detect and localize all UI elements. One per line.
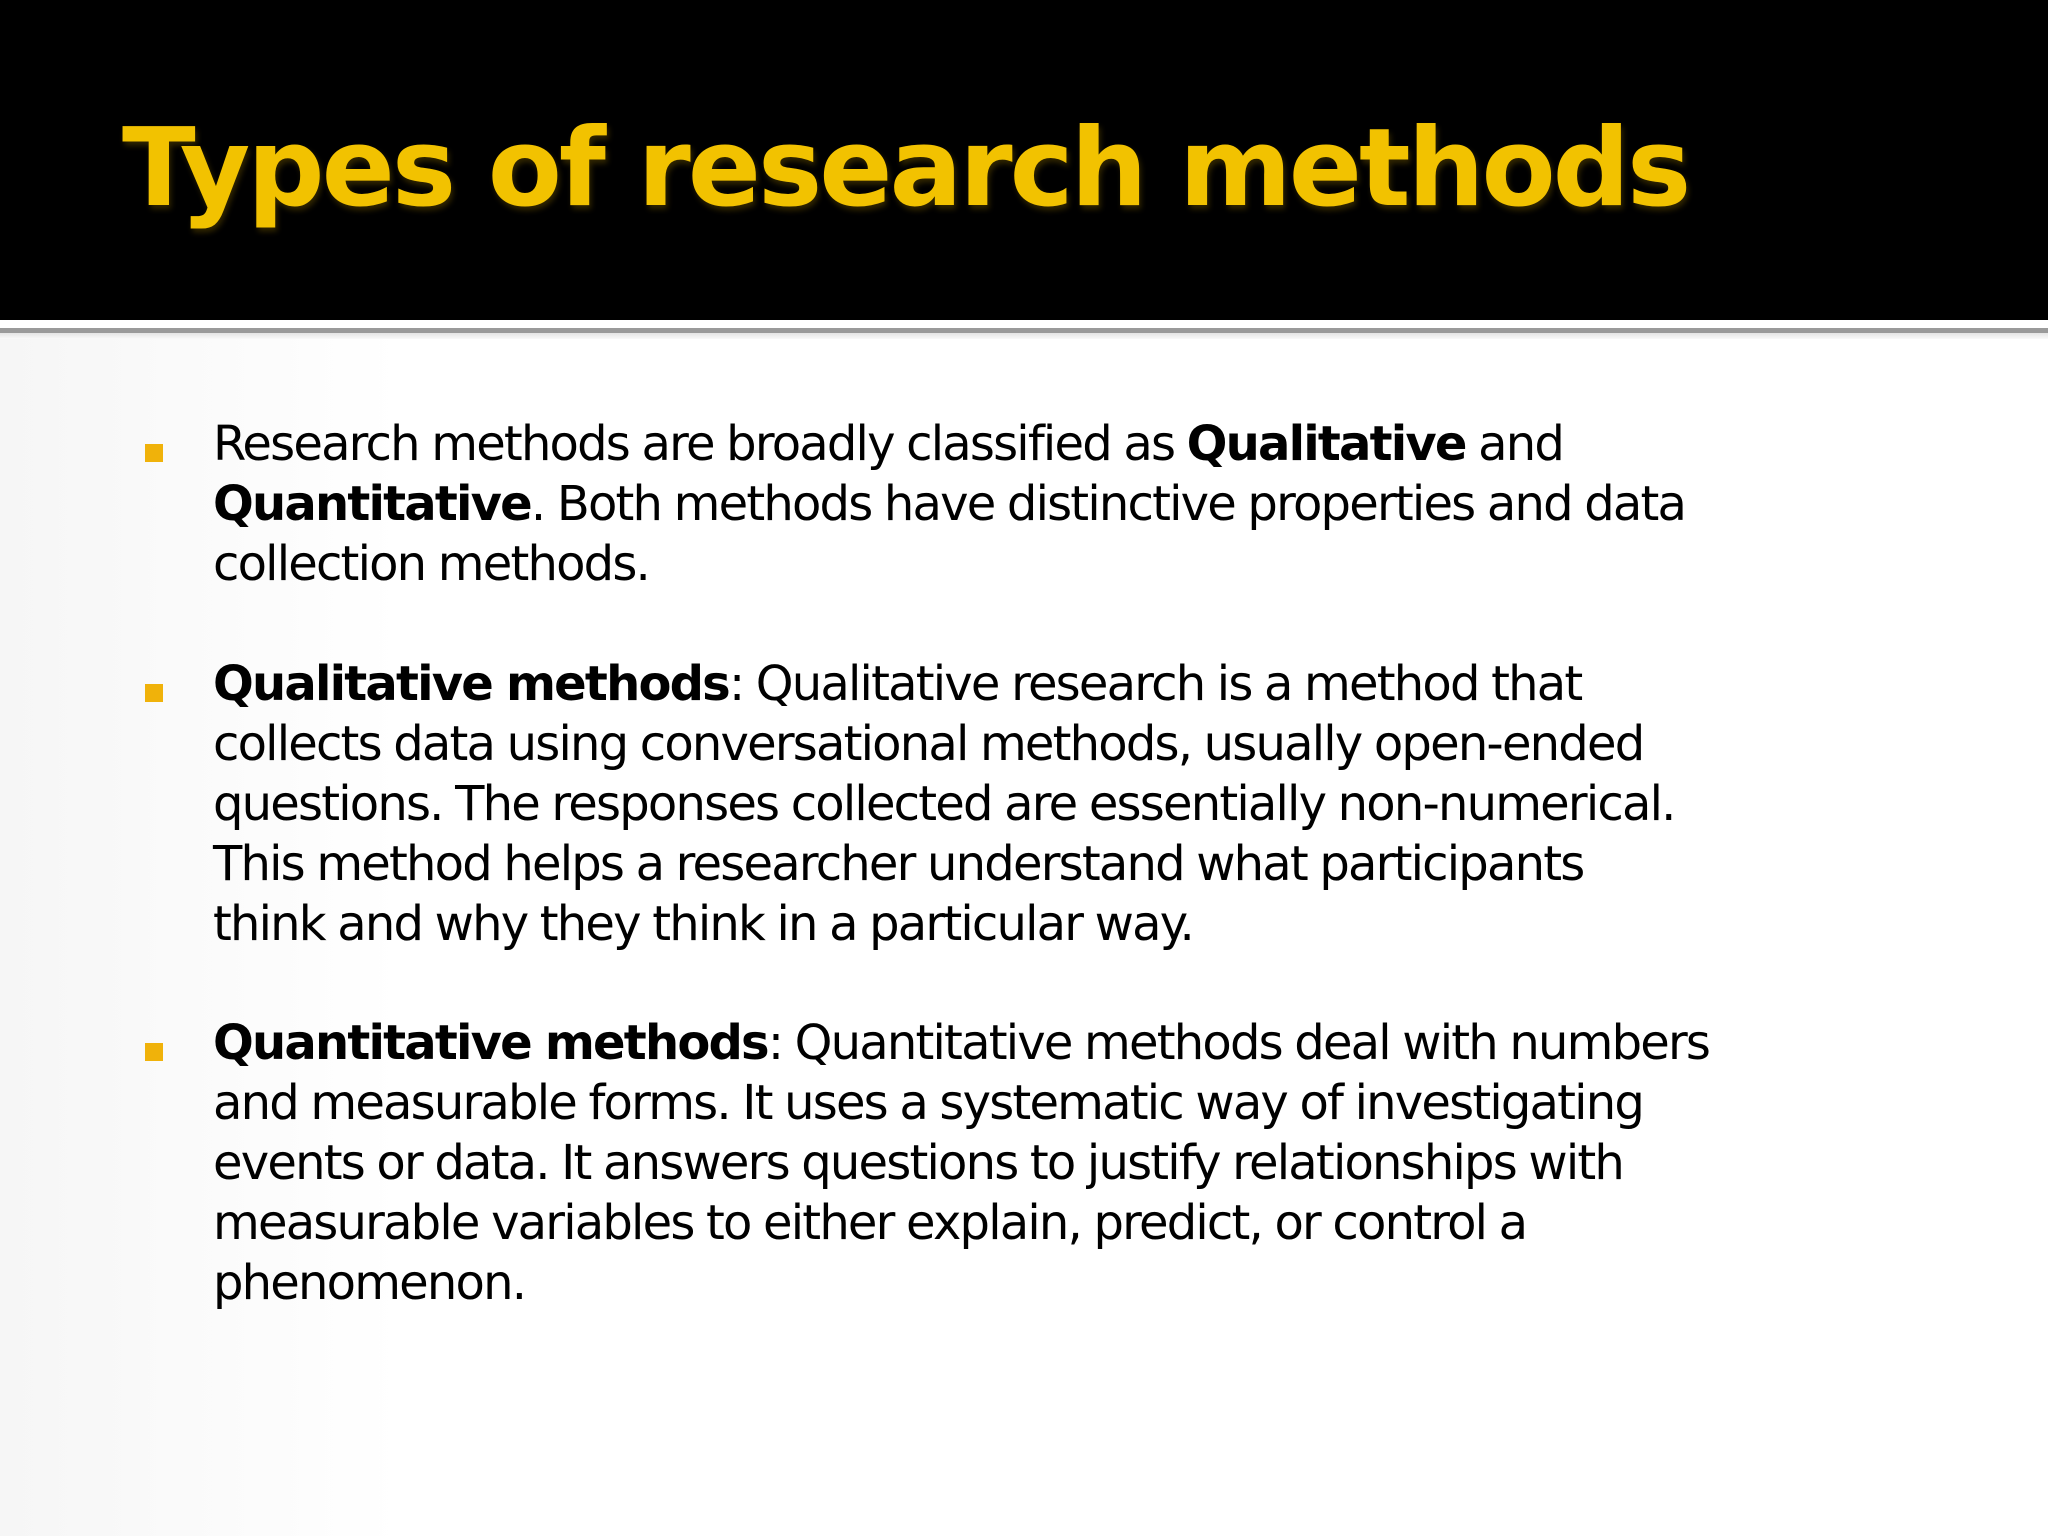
bullet-text-qualitative <box>213 654 1913 954</box>
text-run: questions. The responses collected are essentially non-numerical. <box>213 776 1675 832</box>
bold-term: Qualitative <box>1186 416 1466 472</box>
text-run: collection methods. <box>213 536 649 592</box>
text-run: This method helps a researcher understand what participants <box>213 836 1584 892</box>
bold-term: Quantitative methods <box>213 1015 768 1071</box>
text-line <box>213 1133 1913 1193</box>
text-run: events or data. It answers questions to justify relationships with <box>213 1135 1624 1191</box>
bold-term: Qualitative methods <box>213 656 729 712</box>
text-line <box>213 654 1913 714</box>
text-line <box>213 534 1913 594</box>
bullet-text-overview <box>213 414 1913 594</box>
text-line <box>213 714 1913 774</box>
text-run: measurable variables to either explain, predict, or control a <box>213 1195 1527 1251</box>
square-bullet-icon <box>145 1043 163 1061</box>
text-run: : Quantitative methods deal with numbers <box>767 1015 1710 1071</box>
text-run: think and why they think in a particular way. <box>213 896 1193 952</box>
text-line <box>213 1253 1913 1313</box>
text-line <box>213 1013 1913 1073</box>
text-line <box>213 474 1913 534</box>
text-run: and <box>1465 416 1564 472</box>
text-run: collects data using conversational methods, usually open-ended <box>213 716 1644 772</box>
square-bullet-icon <box>145 684 163 702</box>
text-run: : Qualitative research is a method that <box>728 656 1582 712</box>
slide-title: Types of research methods <box>122 106 1689 231</box>
text-line <box>213 894 1913 954</box>
bullet-text-quantitative <box>213 1013 1913 1313</box>
text-line <box>213 414 1913 474</box>
text-run: phenomenon. <box>213 1255 526 1311</box>
text-line <box>213 1073 1913 1133</box>
text-line <box>213 834 1913 894</box>
text-line <box>213 774 1913 834</box>
text-line <box>213 1193 1913 1253</box>
square-bullet-icon <box>145 444 163 462</box>
text-run: . Both methods have distinctive properties and data <box>530 476 1686 532</box>
text-run: and measurable forms. It uses a systematic way of investigating <box>213 1075 1644 1131</box>
text-run: Research methods are broadly classified as <box>213 416 1187 472</box>
bold-term: Quantitative <box>213 476 531 532</box>
